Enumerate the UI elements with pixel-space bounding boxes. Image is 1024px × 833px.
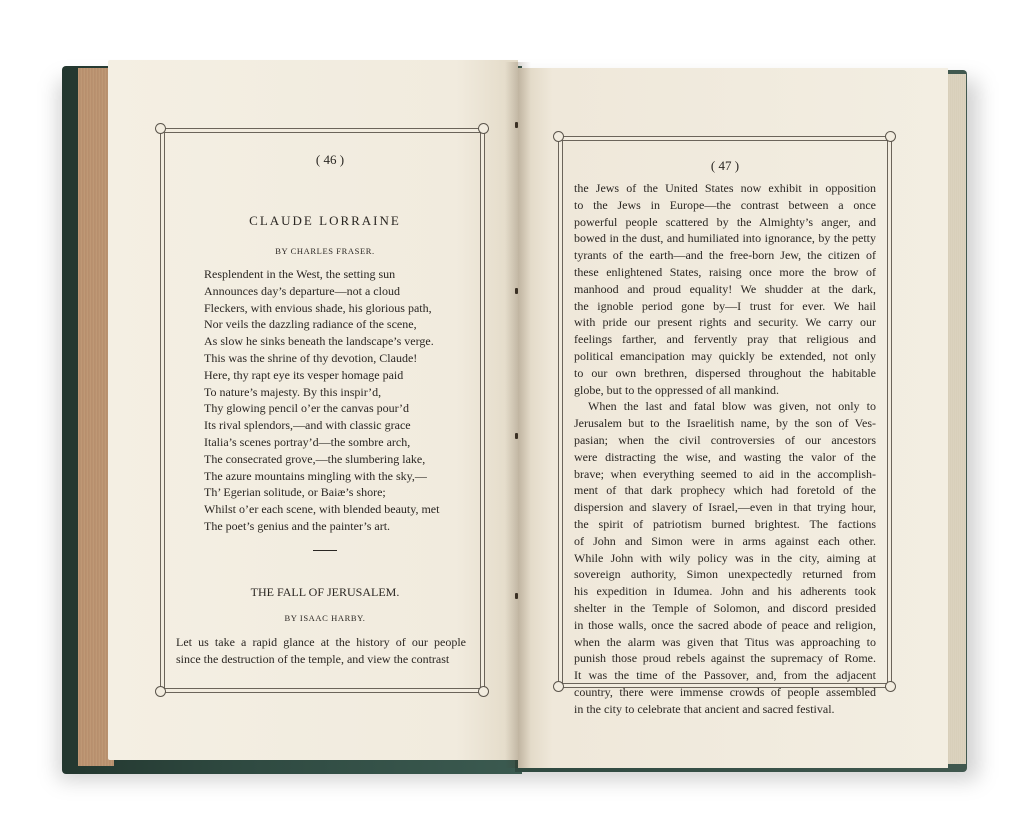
poem-line: Whilst o’er each scene, with blended beauty, met <box>204 502 440 517</box>
poem-line: Resplendent in the West, the setting sun <box>204 267 396 281</box>
essay-continuation <box>574 180 876 718</box>
prose-line: the ignoble period gone by—I trust for ever. We hail <box>574 298 876 313</box>
page-number-right: ( 47 ) <box>710 158 740 173</box>
prose-line: in the city to celebrate that ancient and sacred festival. <box>574 701 835 716</box>
prose-line: when the alarm was given that Titus was approaching to <box>574 634 876 649</box>
prose-line: globe, but to the oppressed of all mankind. <box>574 382 779 397</box>
prose-line: since the destruction of the temple, and view the contrast <box>176 651 450 666</box>
prose-line: When the last and fatal blow was given, not only to <box>588 399 876 414</box>
page-number-left: ( 46 ) <box>315 152 345 167</box>
prose-line: his expedition in Idumea. John and his adherents took <box>574 584 876 599</box>
poem-line: Here, thy rapt eye its vesper homage paid <box>204 367 404 382</box>
prose-line: manhood and proud equality! We shudder at the dark, <box>574 281 876 296</box>
prose-line: punish those proud rebels against the supremacy of Rome. <box>574 651 876 666</box>
binding-hole <box>515 433 518 439</box>
poem-line: Nor veils the dazzling radiance of the scene, <box>204 317 417 332</box>
prose-line: the Jews of the United States now exhibit in opposition <box>574 181 876 195</box>
prose-line: sovereign authority, Simon unexpectedly returned from <box>574 567 876 582</box>
poem-line: Thy glowing pencil o’er the canvas pour’d <box>204 401 410 416</box>
poem-line: Italia’s scenes portray’d—the sombre arch, <box>204 434 411 449</box>
prose-line: dispersion and slavery of Israel,—even in that trying hour, <box>574 500 876 515</box>
poem-byline: BY CHARLES FRASER. <box>275 246 375 256</box>
prose-line: brave; when everything seemed to aid in the accomplish- <box>574 466 876 481</box>
essay-title: THE FALL OF JERUSALEM. <box>250 585 400 599</box>
prose-line: shelter in the Temple of Solomon, and discord presided <box>574 600 876 615</box>
frame-ornament <box>155 123 166 134</box>
poem-line: The consecrated grove,—the slumbering lake, <box>204 451 426 466</box>
prose-line: Let us take a rapid glance at the history of our people <box>176 635 466 649</box>
prose-line: feelings farther, and fervently pray that religious and <box>574 332 876 347</box>
frame-ornament <box>553 681 564 692</box>
binding-hole <box>515 288 518 294</box>
prose-line: country, there were immense crowds of people assembled <box>574 684 876 699</box>
poem-title: CLAUDE LORRAINE <box>249 213 401 228</box>
poem-line: This was the shrine of thy devotion, Claude! <box>204 350 418 365</box>
poem-body <box>204 266 474 535</box>
prose-line: the spirit of patriotism burned brightest. The factions <box>574 516 876 531</box>
prose-line: tyrants of the earth—and the free-born Jew, the citizen of <box>574 248 876 263</box>
prose-line: political emancipation may quickly be extended, not only <box>574 348 876 363</box>
prose-line: these enlightened States, raising once more the brow of <box>574 264 876 279</box>
binding-hole <box>515 122 518 128</box>
prose-line: in those walls, once the sacred abode of peace and religion, <box>574 617 876 632</box>
frame-ornament <box>478 686 489 697</box>
prose-line: pasian; when the civil controversies of our ancestors <box>574 432 876 447</box>
section-divider <box>313 550 337 551</box>
prose-line: were distracting the wise, and wasting the valor of the <box>574 449 876 464</box>
poem-line: The poet’s genius and the painter’s art. <box>204 518 391 533</box>
essay-opening <box>176 634 466 668</box>
prose-line: It was the time of the Passover, and, from the adjacent <box>574 668 876 683</box>
essay-byline: BY ISAAC HARBY. <box>284 613 366 623</box>
frame-ornament <box>478 123 489 134</box>
prose-line: to the Jews in Europe—the contrast between a once <box>574 197 876 212</box>
frame-ornament <box>885 131 896 142</box>
prose-line: While John with wily policy was in the city, aiming at <box>574 550 876 565</box>
poem-line: Announces day’s departure—not a cloud <box>204 283 400 298</box>
poem-line: Th’ Egerian solitude, or Baiæ’s shore; <box>204 485 386 500</box>
book-gutter <box>505 62 531 768</box>
poem-line: The azure mountains mingling with the sky,— <box>204 468 427 483</box>
frame-ornament <box>553 131 564 142</box>
prose-line: Jerusalem but to the Israelitish name, by the son of Ves- <box>574 416 876 431</box>
frame-ornament <box>885 681 896 692</box>
prose-line: ment of that dark prophecy which had foretold of the <box>574 483 876 498</box>
prose-line: with pride our present rights and security. We carry our <box>574 315 876 330</box>
poem-line: Its rival splendors,—and with classic grace <box>204 418 411 433</box>
poem-line: To nature’s majesty. By this inspir’d, <box>204 384 382 399</box>
prose-line: of John and Simon were in arms against each other. <box>574 533 876 548</box>
prose-line: to our own brethren, dispersed throughout the habitable <box>574 365 876 380</box>
poem-line: Fleckers, with envious shade, his glorious path, <box>204 300 432 315</box>
prose-line: powerful people scattered by the Almighty’s anger, and <box>574 214 876 229</box>
prose-line: bowed in the dust, and humiliated into ignorance, by the petty <box>574 231 876 246</box>
poem-line: As slow he sinks beneath the landscape’s verge. <box>204 334 434 349</box>
binding-hole <box>515 593 518 599</box>
frame-ornament <box>155 686 166 697</box>
